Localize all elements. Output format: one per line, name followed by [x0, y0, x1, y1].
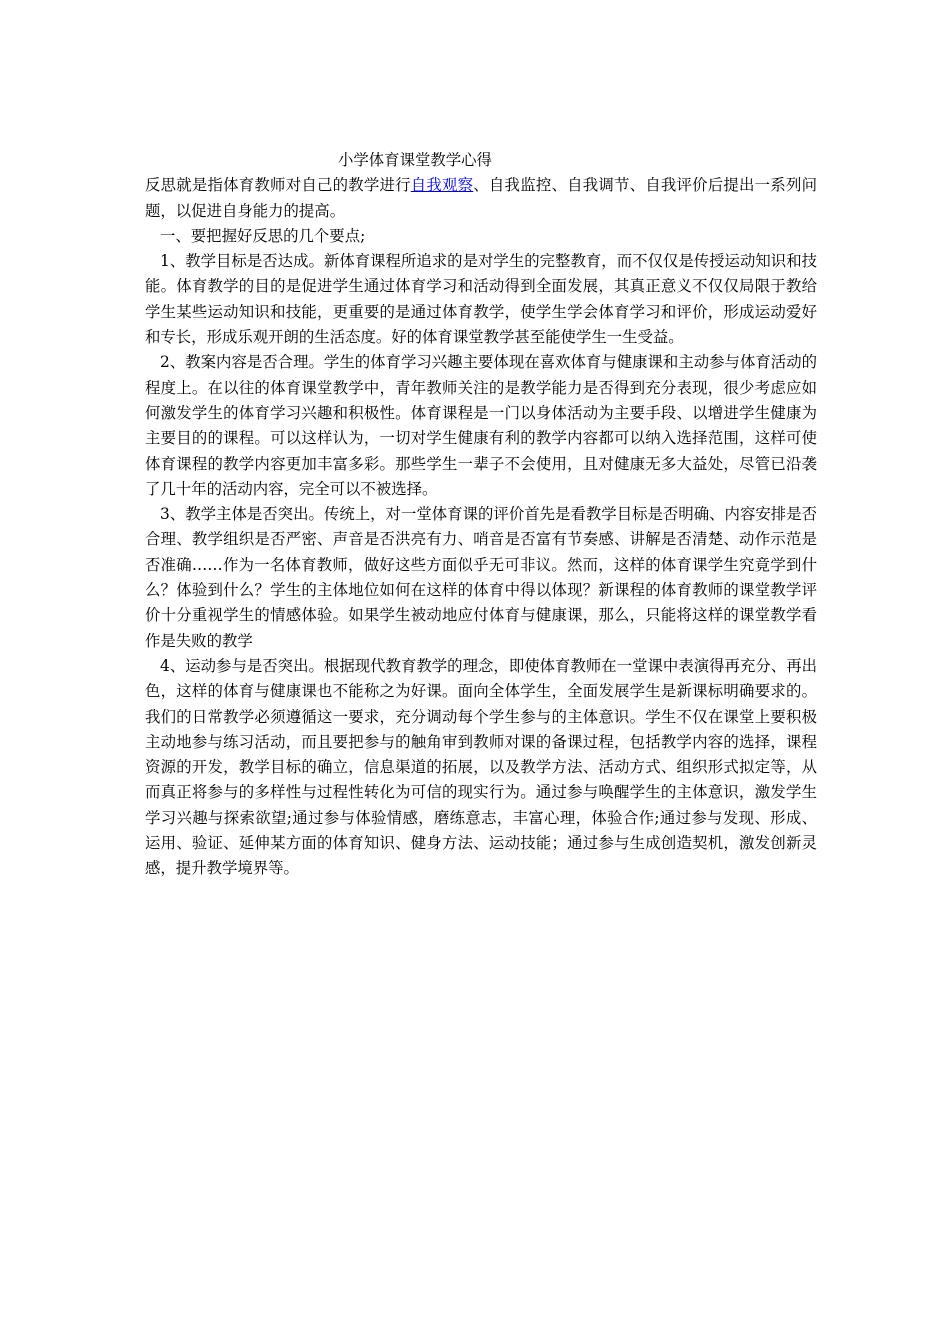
- intro-paragraph: [145, 173, 817, 224]
- document-title: 小学体育课堂教学心得: [338, 151, 492, 169]
- section-heading: 一、要把握好反思的几个要点;: [160, 226, 366, 245]
- point-teaching-goal: 1、教学目标是否达成。新体育课程所追求的是对学生的完整教育，而不仅仅是传授运动知识和技能。体育教学的目的是促进学生通过体育学习和活动得到全面发展，其真正意义不仅仅局限于教给学生某些运动知识和技能，更重要的是通过体育教学，使学生学会体育学习和评价，形成运动爱好和专长，形成乐观开朗的生活态度。好的体育课堂教学甚至能使学生一生受益。: [145, 252, 817, 347]
- intro-text-after-link: 、自我监控、自我调节、自我评价后提出一系列问题，以促进自身能力的提高。: [145, 176, 817, 220]
- document-page: [145, 148, 817, 882]
- self-observation-link[interactable]: 自我观察: [410, 176, 474, 195]
- point-student-subject: 3、教学主体是否突出。传统上，对一堂体育课的评价首先是看教学目标是否明确、内容安排是否合理、教学组织是否严密、声音是否洪亮有力、哨音是否富有节奏感、讲解是否清楚、动作示范是否准确……作为一名体育教师，做好这些方面似乎无可非议。然而，这样的体育课学生究竟学到什么？体验到什么？学生的主体地位如何在这样的体育中得以体现？新课程的体育教师的课堂教学评价十分重视学生的情感体验。如果学生被动地应付体育与健康课，那么，只能将这样的课堂教学看作是失败的教学: [145, 505, 817, 650]
- point-lesson-content: 2、教案内容是否合理。学生的体育学习兴趣主要体现在喜欢体育与健康课和主动参与体育活动的程度上。在以往的体育课堂教学中，青年教师关注的是教学能力是否得到充分表现，很少考虑应如何激发学生的体育学习兴趣和积极性。体育课程是一门以身体活动为主要手段、以增进学生健康为主要目的的课程。可以这样认为，一切对学生健康有利的教学内容都可以纳入选择范围，这样可使体育课程的教学内容更加丰富多彩。那些学生一辈子不会使用，且对健康无多大益处，尽管已沿袭了几十年的活动内容，完全可以不被选择。: [145, 353, 817, 498]
- point-sport-participation: 4、运动参与是否突出。根据现代教育教学的理念，即使体育教师在一堂课中表演得再充分、再出色，这样的体育与健康课也不能称之为好课。面向全体学生，全面发展学生是新课标明确要求的。我们的日常教学必须遵循这一要求，充分调动每个学生参与的主体意识。学生不仅在课堂上要积极主动地参与练习活动，而且要把参与的触角审到教师对课的备课过程，包括教学内容的选择，课程资源的开发，教学目标的确立，信息渠道的拓展，以及教学方法、活动方式、组织形式拟定等，从而真正将参与的多样性与过程性转化为可信的现实行为。通过参与唤醒学生的主体意识，激发学生学习兴趣与探索欲望;通过参与体验情感，磨练意志，丰富心理，体验合作;通过参与发现、形成、运用、验证、延伸某方面的体育知识、健身方法、运动技能；通过参与生成创造契机，激发创新灵感，提升教学境界等。: [145, 656, 817, 878]
- intro-text-before-link: 反思就是指体育教师对自己的教学进行: [145, 176, 411, 195]
